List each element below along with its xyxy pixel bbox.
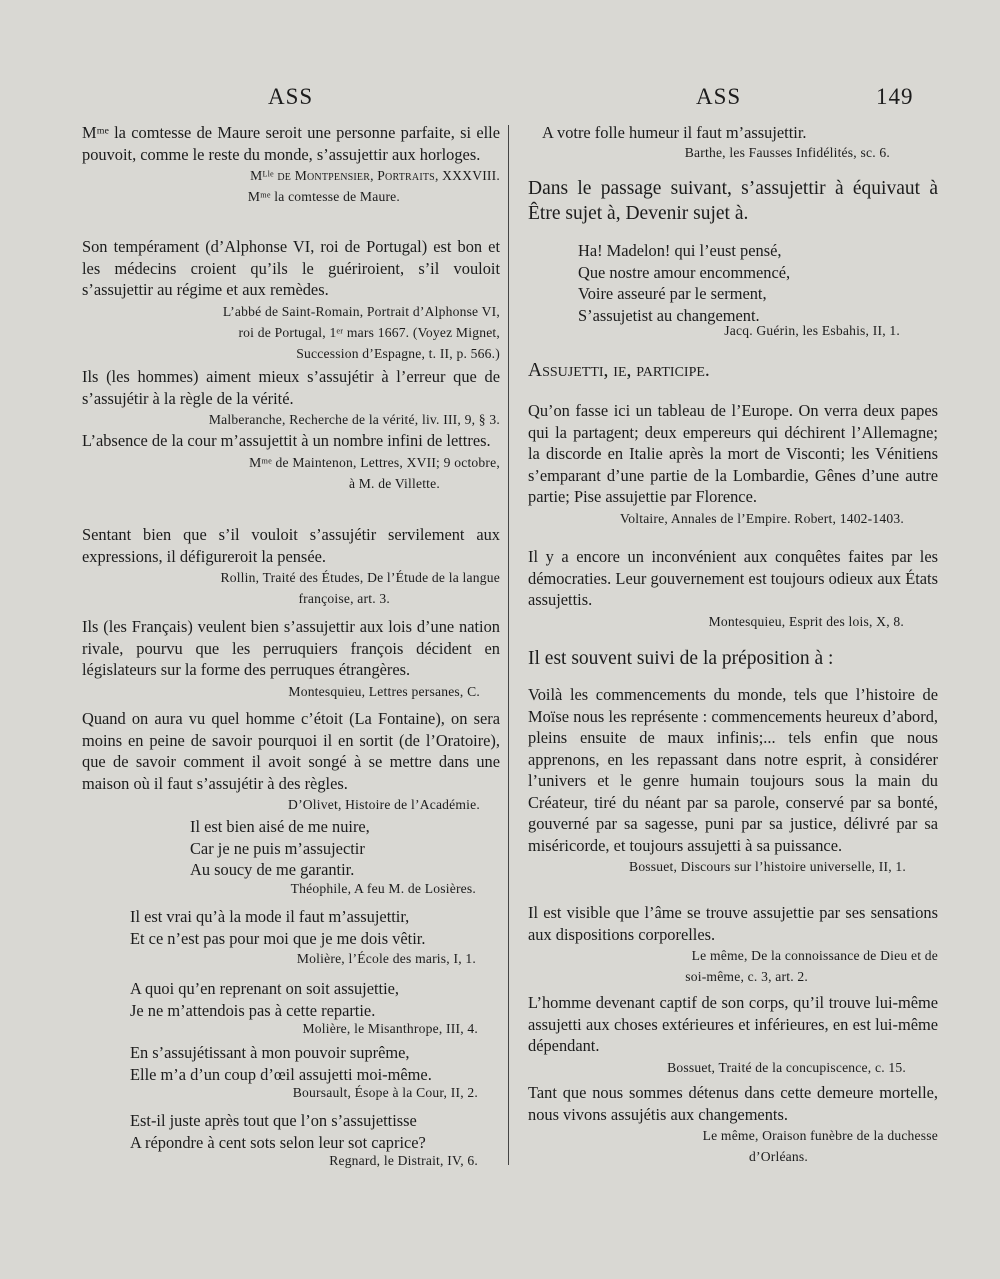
section-heading [528, 646, 938, 671]
entry-block [82, 366, 500, 430]
citation: Mᴸˡᵉ de Montpensier, Portraits, XXXVIII. [250, 168, 500, 183]
citation: L’abbé de Saint-Romain, Portrait d’Alphonse VI, [222, 303, 500, 319]
quote-text: Son tempérament (d’Alphonse VI, roi de Portugal) est bon et les médecins croient qu’ils le guériroient, s’il vouloit s’assujettir au régime et aux remèdes. [82, 237, 500, 299]
citation: Mᵐᵉ la comtesse de Maure. [247, 189, 400, 204]
citation-block [82, 1082, 500, 1103]
entry-block [528, 902, 938, 987]
heading-text: Dans le passage suivant, s’assujettir à équivaut à Être sujet à, Devenir sujet à. [528, 178, 938, 224]
citation: Malberanche, Recherche de la vérité, liv. III, 9, § 3. [208, 412, 500, 427]
quote-text: Qu’on fasse ici un tableau de l’Europe. On verra deux papes qui la partagent; deux empereurs qui déchirent l’Allemagne; la discorde en Italie après la mort de Visconti; les Vénitiens s’emparant d’une partie de la Lombardie, Gênes d’une autre partie; Pise assujettie par Florence. [528, 401, 938, 506]
verse-line: Il est vrai qu’à la mode il faut m’assujettir, [130, 907, 410, 926]
heading-text: Assujetti, ie, participe. [528, 360, 710, 381]
verse-line: S’assujetist au changement. [578, 305, 760, 325]
verse-line: Je ne m’attendois pas à cette repartie. [130, 1000, 376, 1020]
section-heading [528, 176, 938, 226]
verse-line: Et ce n’est pas pour moi que je me dois vêtir. [130, 928, 426, 948]
entry-block [528, 992, 938, 1078]
citation: à M. de Villette. [348, 475, 440, 491]
quote-text: Tant que nous sommes détenus dans cette demeure mortelle, nous vivons assujétis aux changements. [528, 1083, 938, 1124]
verse-line: Que nostre amour encommencé, [578, 262, 791, 282]
entry-block [528, 400, 938, 529]
citation: Le même, De la connoissance de Dieu et de [691, 948, 938, 963]
heading-text: Il est souvent suivi de la préposition à : [528, 648, 834, 669]
citation: Boursault, Ésope à la Cour, II, 2. [292, 1085, 478, 1100]
page-number: 149 [876, 84, 914, 109]
citation-block [528, 320, 938, 341]
quote-text: Mᵐᵉ la comtesse de Maure seroit une personne parfaite, si elle pouvoit, comme le reste du monde, s’assujettir aux horloges. [82, 123, 500, 164]
verse-line: Ha! Madelon! qui l’eust pensé, [578, 241, 782, 260]
verse-block [130, 1110, 500, 1153]
verse-line: Voire asseuré par le serment, [578, 284, 767, 303]
citation: Voltaire, Annales de l’Empire. Robert, 1402-1403. [619, 510, 904, 526]
column-divider [508, 125, 509, 1165]
running-head-right: ASS [696, 84, 742, 109]
quote-text: Quand on aura vu quel homme c’étoit (La Fontaine), on sera moins en peine de savoir pourquoi il en sortit (de l’Oratoire), que de savoir comment il avoit songé à se mettre dans une maison où il faut s’assujétir à des règles. [82, 709, 500, 793]
citation: soi-même, c. 3, art. 2. [685, 969, 808, 984]
verse-line: Elle m’a d’un coup d’œil assujetti moi-même. [130, 1064, 432, 1084]
verse-block [542, 122, 938, 144]
citation: Bossuet, Discours sur l’histoire universelle, II, 1. [629, 859, 906, 874]
citation: Barthe, les Fausses Infidélités, sc. 6. [684, 145, 890, 160]
citation: d’Orléans. [749, 1149, 808, 1164]
entry-block [82, 708, 500, 815]
quote-text: Voilà les commencements du monde, tels que l’histoire de Moïse nous les représente : commencements heureux d’abord, pleins ensuite de maux infinis;... tels enfin que nous apprenons, en les repassant dans notre esprit, à considérer l’univers et le genre humain toujours sous la main du Créateur, tiré du néant par sa parole, conservé par sa bonté, gouverné par sa sagesse, puni par sa justice, délivré par sa miséricorde, et toujours assujetti à sa puissance. [528, 685, 938, 855]
citation: roi de Portugal, 1ᵉʳ mars 1667. (Voyez Mignet, [238, 324, 500, 340]
running-head-left: ASS [268, 84, 314, 109]
entry-block [82, 616, 500, 702]
citation: Molière, l’École des maris, I, 1. [296, 951, 476, 966]
quote-text: Ils (les Français) veulent bien s’assujettir aux lois d’une nation rivale, pourvu que les perruquiers françois décident en législateurs sur la forme des perruques étrangères. [82, 617, 500, 679]
entry-block [82, 122, 500, 207]
verse-line: Est-il juste après tout que l’on s’assujettisse [130, 1111, 417, 1130]
entry-block [82, 430, 500, 494]
citation: Rollin, Traité des Études, De l’Étude de la langue [220, 570, 500, 585]
citation: Molière, le Misanthrope, III, 4. [302, 1021, 478, 1036]
verse-block [130, 978, 500, 1021]
citation: Mᵐᵉ de Maintenon, Lettres, XVII; 9 octobre, [249, 454, 500, 470]
section-heading [528, 358, 938, 383]
entry-block [528, 546, 938, 632]
entry-block [82, 236, 500, 364]
verse-block [190, 816, 500, 881]
citation: Regnard, le Distrait, IV, 6. [329, 1153, 478, 1168]
verse-block [130, 1042, 500, 1085]
verse-block [130, 906, 500, 949]
quote-text: Il est visible que l’âme se trouve assujettie par ses sensations aux dispositions corporelles. [528, 903, 938, 944]
citation: Jacq. Guérin, les Esbahis, II, 1. [724, 323, 900, 338]
citation: Théophile, A feu M. de Losières. [290, 881, 476, 896]
citation: françoise, art. 3. [298, 591, 390, 606]
citation: Le même, Oraison funèbre de la duchesse [702, 1128, 938, 1143]
citation: D’Olivet, Histoire de l’Académie. [288, 797, 480, 812]
entry-block [82, 524, 500, 609]
quote-text: Il y a encore un inconvénient aux conquêtes faites par les démocraties. Leur gouvernement est toujours odieux aux États assujettis. [528, 547, 938, 609]
citation: Succession d’Espagne, t. II, p. 566.) [296, 345, 500, 361]
quote-text: L’homme devenant captif de son corps, qu’il trouve lui-même assujetti aux choses extérieures et inférieures, en est lui-même dépendant. [528, 993, 938, 1055]
entry-block [528, 684, 938, 877]
citation-block [82, 1150, 500, 1171]
verse-line: A répondre à cent sots selon leur sot caprice? [130, 1132, 426, 1152]
citation: Bossuet, Traité de la concupiscence, c. 15. [667, 1059, 906, 1075]
entry-block [528, 1082, 938, 1167]
citation-block [528, 142, 938, 163]
verse-block [578, 240, 938, 326]
verse-line: Car je ne puis m’assujectir [190, 838, 365, 858]
quote-text: Sentant bien que s’il vouloit s’assujétir servilement aux expressions, il défigureroit la pensée. [82, 525, 500, 566]
citation-block [82, 1018, 500, 1039]
verse-line: Il est bien aisé de me nuire, [190, 817, 370, 836]
verse-line: A quoi qu’en reprenant on soit assujettie, [130, 979, 400, 998]
citation-block [82, 948, 500, 969]
citation-block [82, 878, 500, 899]
verse-line: En s’assujétissant à mon pouvoir suprême, [130, 1043, 410, 1062]
quote-text: L’absence de la cour m’assujettit à un nombre infini de lettres. [82, 431, 491, 450]
quote-text: Ils (les hommes) aiment mieux s’assujétir à l’erreur que de s’assujétir à la règle de la vérité. [82, 367, 500, 408]
citation: Montesquieu, Lettres persanes, C. [288, 683, 480, 699]
citation: Montesquieu, Esprit des lois, X, 8. [708, 613, 904, 629]
verse-line: Au soucy de me garantir. [190, 860, 355, 879]
verse-line: A votre folle humeur il faut m’assujettir. [542, 123, 807, 142]
